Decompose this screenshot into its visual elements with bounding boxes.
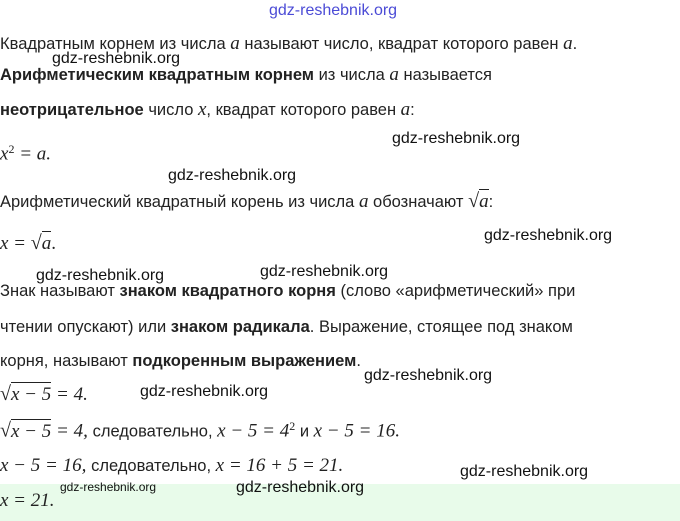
watermark: gdz-reshebnik.org	[364, 367, 493, 384]
var-x: x	[0, 143, 9, 165]
text: :	[488, 193, 494, 211]
text: , квадрат которого равен	[206, 101, 401, 119]
var-a: a	[389, 64, 399, 85]
definition-line-2	[0, 64, 492, 86]
term-bold: неотрицательное	[0, 101, 144, 119]
watermark: gdz-reshebnik.org	[236, 479, 365, 496]
term-bold: подкоренным выражением	[132, 352, 357, 370]
text: называют число, квадрат которого равен	[239, 35, 564, 53]
text: чтении опускают) или	[0, 318, 171, 336]
radicand: x − 5	[10, 420, 52, 442]
watermark: gdz-reshebnik.org	[484, 227, 613, 244]
radicand: a	[479, 191, 489, 212]
text: (слово «арифметический» при	[335, 282, 576, 300]
watermark-top: gdz-reshebnik.org	[269, 2, 398, 19]
watermark: gdz-reshebnik.org	[140, 383, 269, 400]
watermark: gdz-reshebnik.org	[36, 267, 165, 284]
definition-line-3	[0, 99, 415, 121]
equation-rest: = 4.	[51, 384, 88, 405]
text: .	[356, 352, 361, 370]
math-part: x = 16 + 5 = 21.	[215, 455, 344, 476]
text: из числа	[314, 66, 390, 84]
term-bold: Арифметическим квадратным корнем	[0, 66, 314, 84]
exponent: 2	[289, 419, 296, 433]
text: .	[572, 35, 578, 53]
text: число	[143, 101, 198, 119]
watermark: gdz-reshebnik.org	[260, 263, 389, 280]
text: Знак называют	[0, 282, 120, 300]
var-x: x	[197, 99, 207, 120]
text: следовательно,	[92, 422, 218, 441]
radical-sign-icon: √	[0, 383, 11, 405]
text: обозначают	[368, 193, 469, 211]
definition-line-1	[0, 33, 577, 55]
text: называется	[398, 66, 492, 84]
text: . Выражение, стоящее под знаком	[309, 318, 573, 336]
watermark: gdz-reshebnik.org	[52, 50, 181, 67]
exponent: 2	[8, 142, 15, 156]
example-answer	[0, 490, 55, 512]
math-part: x − 5 = 16.	[313, 420, 400, 442]
equation-x-sqrt-a	[0, 232, 56, 255]
example-equation-3	[0, 455, 343, 477]
equation-x-squared	[0, 142, 51, 166]
math-part: x = 21.	[0, 490, 55, 511]
var-a: a	[358, 191, 369, 212]
radical-sign-icon: √	[468, 190, 480, 212]
text: следовательно,	[91, 457, 216, 475]
var-a: a	[230, 33, 240, 54]
radical-sign-icon: √	[0, 419, 11, 442]
text: Арифметический квадратный корень из числа	[0, 193, 359, 211]
period: .	[51, 233, 56, 254]
var-a: a	[400, 99, 411, 120]
radical-sign-line-2	[0, 318, 573, 337]
radical-sign-line-1	[0, 282, 575, 301]
equation-lhs: x =	[0, 233, 31, 254]
text: и	[295, 422, 314, 441]
var-a: a	[563, 33, 573, 54]
math-part: x − 5 = 4	[217, 420, 290, 442]
watermark: gdz-reshebnik.org	[168, 167, 297, 184]
watermark: gdz-reshebnik.org	[460, 463, 589, 480]
notation-line	[0, 190, 493, 213]
term-bold: знаком квадратного корня	[119, 282, 336, 300]
watermark-small: gdz-reshebnik.org	[60, 480, 157, 494]
example-equation-2	[0, 419, 400, 443]
radicand: a	[41, 233, 52, 254]
watermark: gdz-reshebnik.org	[392, 130, 521, 147]
text: корня, называют	[0, 352, 133, 370]
example-equation-1	[0, 383, 88, 406]
text: Квадратным корнем из числа	[0, 35, 231, 53]
radical-sign-icon: √	[30, 232, 42, 254]
term-bold: знаком радикала	[170, 318, 310, 336]
math-part: = 4,	[51, 420, 93, 442]
radicand: x − 5	[10, 384, 52, 405]
equation-rest: = a.	[14, 143, 52, 165]
math-part: x − 5 = 16,	[0, 455, 92, 476]
radicand-line	[0, 352, 361, 371]
text: :	[410, 101, 415, 119]
